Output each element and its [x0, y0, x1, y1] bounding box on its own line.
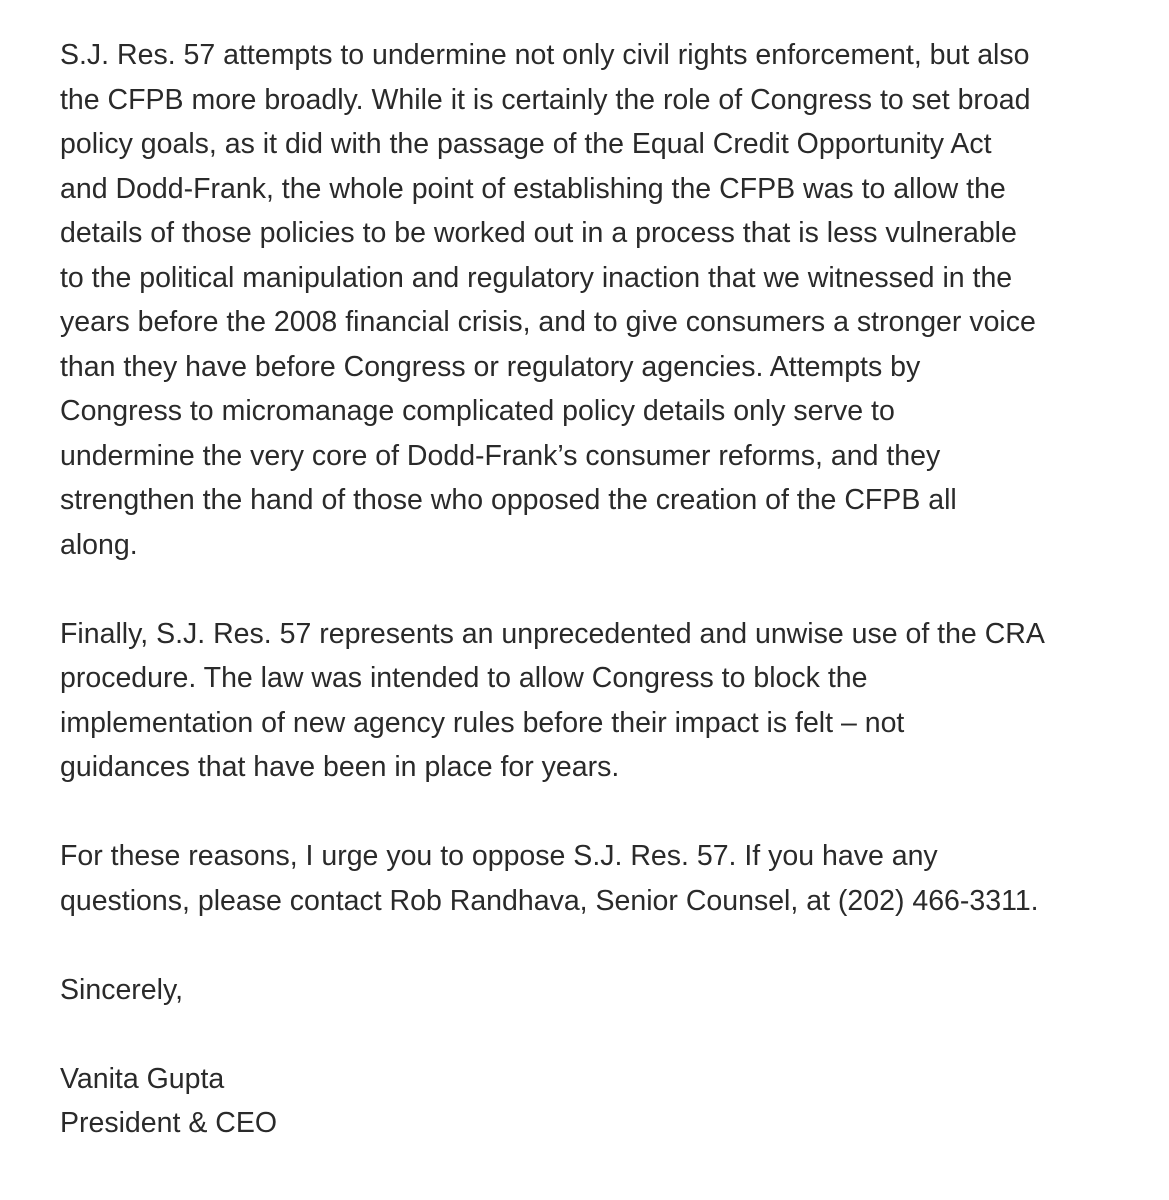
paragraph-cfpb-broad: [60, 33, 1150, 567]
letter-body: [60, 33, 1150, 1146]
text-line: implementation of new agency rules before their impact is felt – not: [60, 706, 905, 739]
text-line: years before the 2008 financial crisis, and to give consumers a stronger voice: [60, 306, 1036, 338]
text-line: details of those policies to be worked out in a process that is less vulnerable: [60, 217, 1017, 249]
text-line: policy goals, as it did with the passage of the Equal Credit Opportunity Act: [60, 128, 992, 160]
text-line: procedure. The law was intended to allow Congress to block the: [60, 662, 868, 694]
text-line: than they have before Congress or regulatory agencies. Attempts by: [60, 350, 921, 383]
text-line: guidances that have been in place for years.: [60, 751, 620, 783]
text-line: questions, please contact Rob Randhava, Senior Counsel, at (202) 466-3311.: [60, 884, 1039, 917]
paragraph-cra-procedure: [60, 612, 1150, 790]
text-line: along.: [60, 528, 138, 561]
closing-text: Sincerely,: [60, 973, 184, 1006]
text-line: the CFPB more broadly. While it is certainly the role of Congress to set broad: [60, 83, 1031, 116]
text-line: For these reasons, I urge you to oppose S.J. Res. 57. If you have any: [60, 840, 938, 872]
closing: [60, 968, 1150, 1013]
text-line: Congress to micromanage complicated policy details only serve to: [60, 395, 895, 427]
signer-name: Vanita Gupta: [60, 1062, 225, 1095]
signature-block: [60, 1057, 1150, 1146]
text-line: Finally, S.J. Res. 57 represents an unprecedented and unwise use of the CRA: [60, 617, 1045, 650]
paragraph-urge-oppose: [60, 834, 1150, 923]
text-line: to the political manipulation and regulatory inaction that we witnessed in the: [60, 261, 1013, 294]
text-line: S.J. Res. 57 attempts to undermine not only civil rights enforcement, but also: [60, 39, 1030, 71]
text-line: undermine the very core of Dodd-Frank’s consumer reforms, and they: [60, 439, 941, 472]
text-line: strengthen the hand of those who opposed the creation of the CFPB all: [60, 484, 957, 516]
signer-title: President & CEO: [60, 1107, 278, 1139]
text-line: and Dodd-Frank, the whole point of establishing the CFPB was to allow the: [60, 172, 1006, 205]
